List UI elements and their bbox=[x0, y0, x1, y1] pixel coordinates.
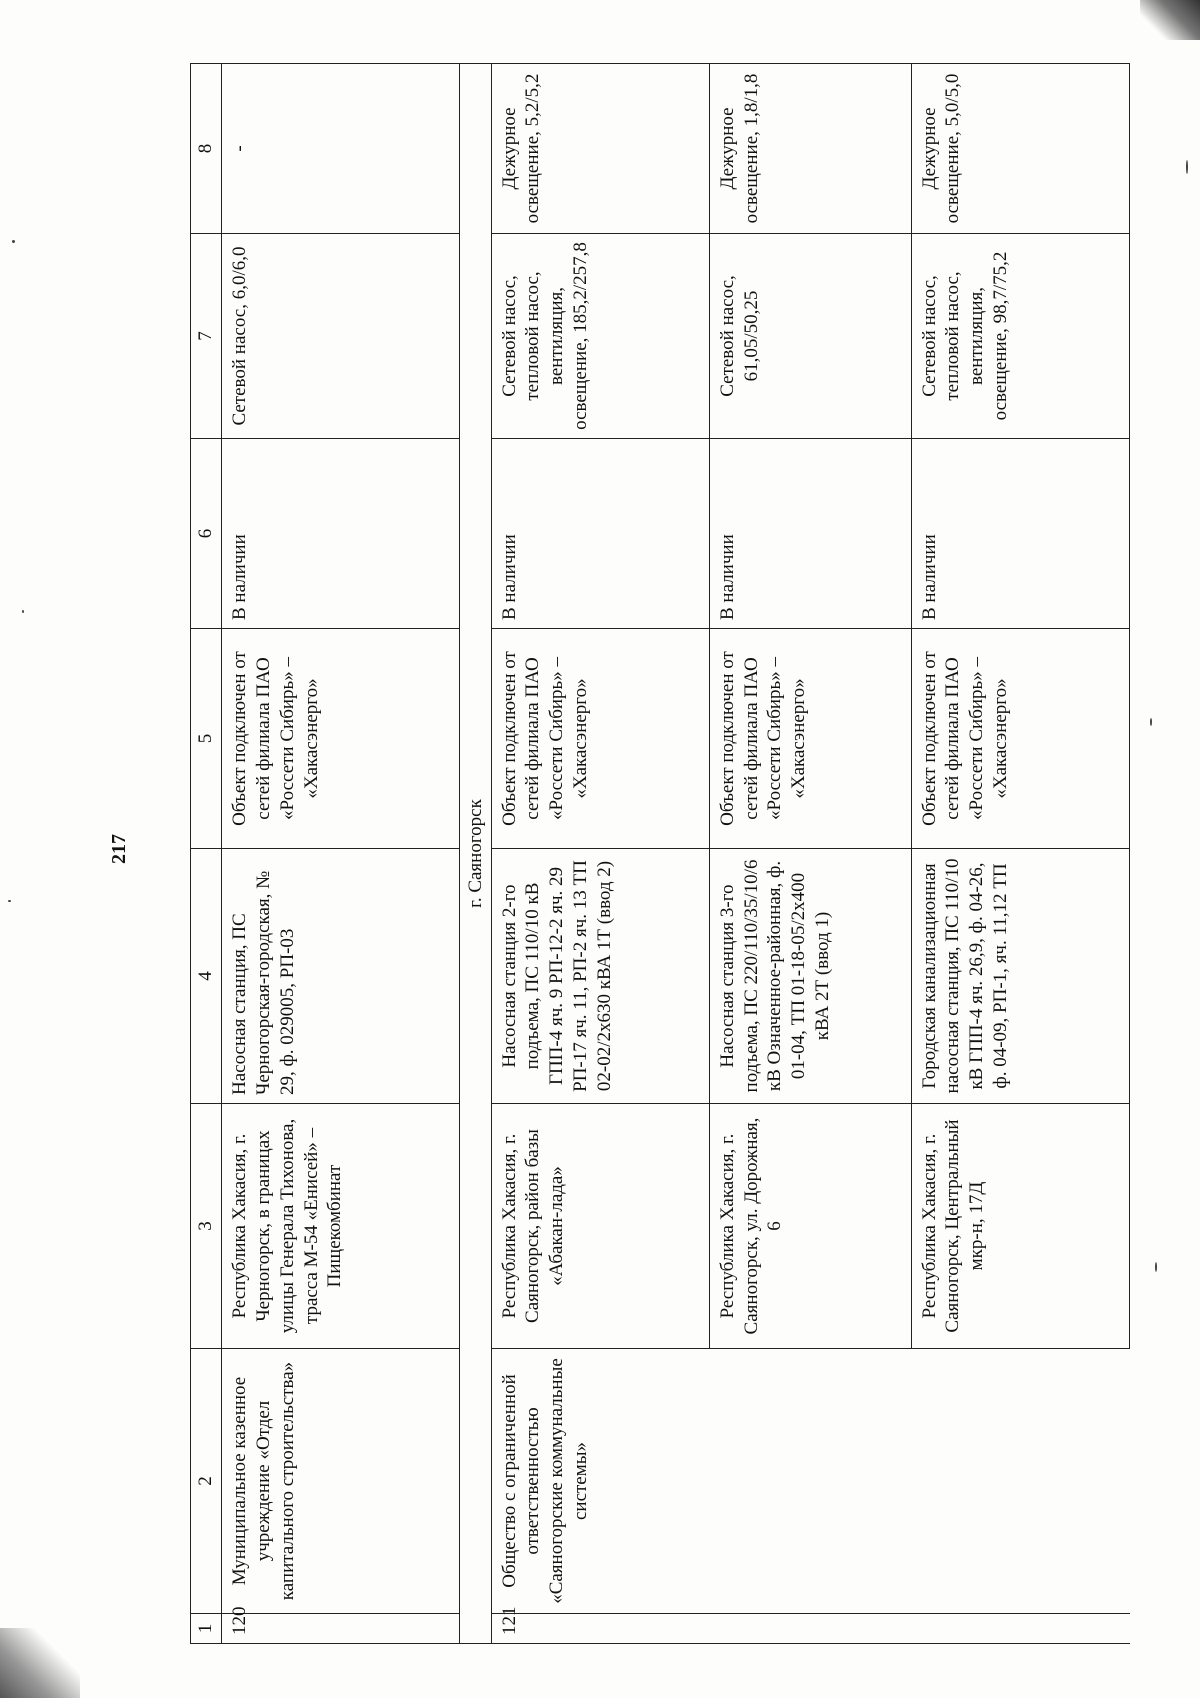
table-row bbox=[491, 64, 709, 1644]
scan-speck bbox=[1186, 160, 1188, 174]
status-cell: В наличии bbox=[491, 439, 709, 629]
status-cell: В наличии bbox=[911, 439, 1129, 629]
load-cell: Сетевой насос, 6,0/6,0 bbox=[222, 234, 460, 439]
col-header-6: 6 bbox=[191, 439, 222, 629]
scan-shadow-bottom-left bbox=[0, 1628, 80, 1698]
col-header-3: 3 bbox=[191, 1104, 222, 1349]
col-header-1: 1 bbox=[191, 1614, 222, 1644]
city-label: г. Саяногорск bbox=[460, 64, 491, 1644]
scan-speck bbox=[12, 240, 15, 243]
scan-speck bbox=[22, 610, 24, 613]
emergency-load-cell: Дежурное освещение, 1,8/1,8 bbox=[709, 64, 911, 234]
connection-cell: Объект подключен от сетей филиала ПАО «Россети Сибирь» – «Хакасэнерго» bbox=[222, 629, 460, 849]
header-row bbox=[191, 64, 222, 1644]
data-table bbox=[190, 63, 1130, 1644]
table-row bbox=[222, 64, 460, 1644]
row-number: 120 bbox=[222, 1614, 460, 1644]
scan-speck bbox=[8, 900, 11, 902]
source-cell: Насосная станция 3-го подъема, ПС 220/110/35/10/6 кВ Означенное-районная, ф. 01-04, ТП 01-18-05/2х400 кВА 2Т (ввод 1) bbox=[709, 849, 911, 1104]
status-cell: В наличии bbox=[222, 439, 460, 629]
connection-cell: Объект подключен от сетей филиала ПАО «Россети Сибирь» – «Хакасэнерго» bbox=[709, 629, 911, 849]
load-cell: Сетевой насос, тепловой насос, вентиляция, освещение, 185,2/257,8 bbox=[491, 234, 709, 439]
rotated-table-container bbox=[190, 64, 1130, 1644]
scan-speck bbox=[1150, 718, 1152, 726]
col-header-4: 4 bbox=[191, 849, 222, 1104]
scan-shadow-top-right bbox=[1140, 0, 1200, 40]
emergency-load-cell: Дежурное освещение, 5,2/5,2 bbox=[491, 64, 709, 234]
organization-cell: Общество с ограниченной ответственностью «Саяногорские коммунальные системы» bbox=[491, 1349, 1129, 1614]
load-cell: Сетевой насос, 61,05/50,25 bbox=[709, 234, 911, 439]
emergency-load-cell: - bbox=[222, 64, 460, 234]
connection-cell: Объект подключен от сетей филиала ПАО «Россети Сибирь» – «Хакасэнерго» bbox=[491, 629, 709, 849]
source-cell: Насосная станция, ПС Черногорская-городская, № 29, ф. 029005, РП-03 bbox=[222, 849, 460, 1104]
connection-cell: Объект подключен от сетей филиала ПАО «Россети Сибирь» – «Хакасэнерго» bbox=[911, 629, 1129, 849]
address-cell: Республика Хакасия, г. Черногорск, в границах улицы Генерала Тихонова, трасса М-54 «Енисей» – Пищекомбинат bbox=[222, 1104, 460, 1349]
col-header-5: 5 bbox=[191, 629, 222, 849]
col-header-8: 8 bbox=[191, 64, 222, 234]
address-cell: Республика Хакасия, г. Саяногорск, ул. Дорожная, 6 bbox=[709, 1104, 911, 1349]
address-cell: Республика Хакасия, г. Саяногорск, Центральный мкр-н, 17Д bbox=[911, 1104, 1129, 1349]
city-row bbox=[460, 64, 491, 1644]
emergency-load-cell: Дежурное освещение, 5,0/5,0 bbox=[911, 64, 1129, 234]
organization-cell: Муниципальное казенное учреждение «Отдел капитального строительства» bbox=[222, 1349, 460, 1614]
address-cell: Республика Хакасия, г. Саяногорск, район базы «Абакан-лада» bbox=[491, 1104, 709, 1349]
status-cell: В наличии bbox=[709, 439, 911, 629]
load-cell: Сетевой насос, тепловой насос, вентиляция, освещение, 98,7/75,2 bbox=[911, 234, 1129, 439]
page-number: 217 bbox=[108, 834, 130, 864]
col-header-2: 2 bbox=[191, 1349, 222, 1614]
source-cell: Насосная станция 2-го подъема, ПС 110/10 кВ ГПП-4 яч. 9 РП-12-2 яч. 29 РП-17 яч. 11, РП-2 яч. 13 ТП 02-02/2х630 кВА 1Т (ввод 2) bbox=[491, 849, 709, 1104]
col-header-7: 7 bbox=[191, 234, 222, 439]
source-cell: Городская канализационная насосная станция, ПС 110/10 кВ ГПП-4 яч. 26,9, ф. 04-26, ф. 04-09, РП-1, яч. 11,12 ТП bbox=[911, 849, 1129, 1104]
scan-speck bbox=[1155, 1262, 1157, 1272]
row-number: 121 bbox=[491, 1614, 1129, 1644]
